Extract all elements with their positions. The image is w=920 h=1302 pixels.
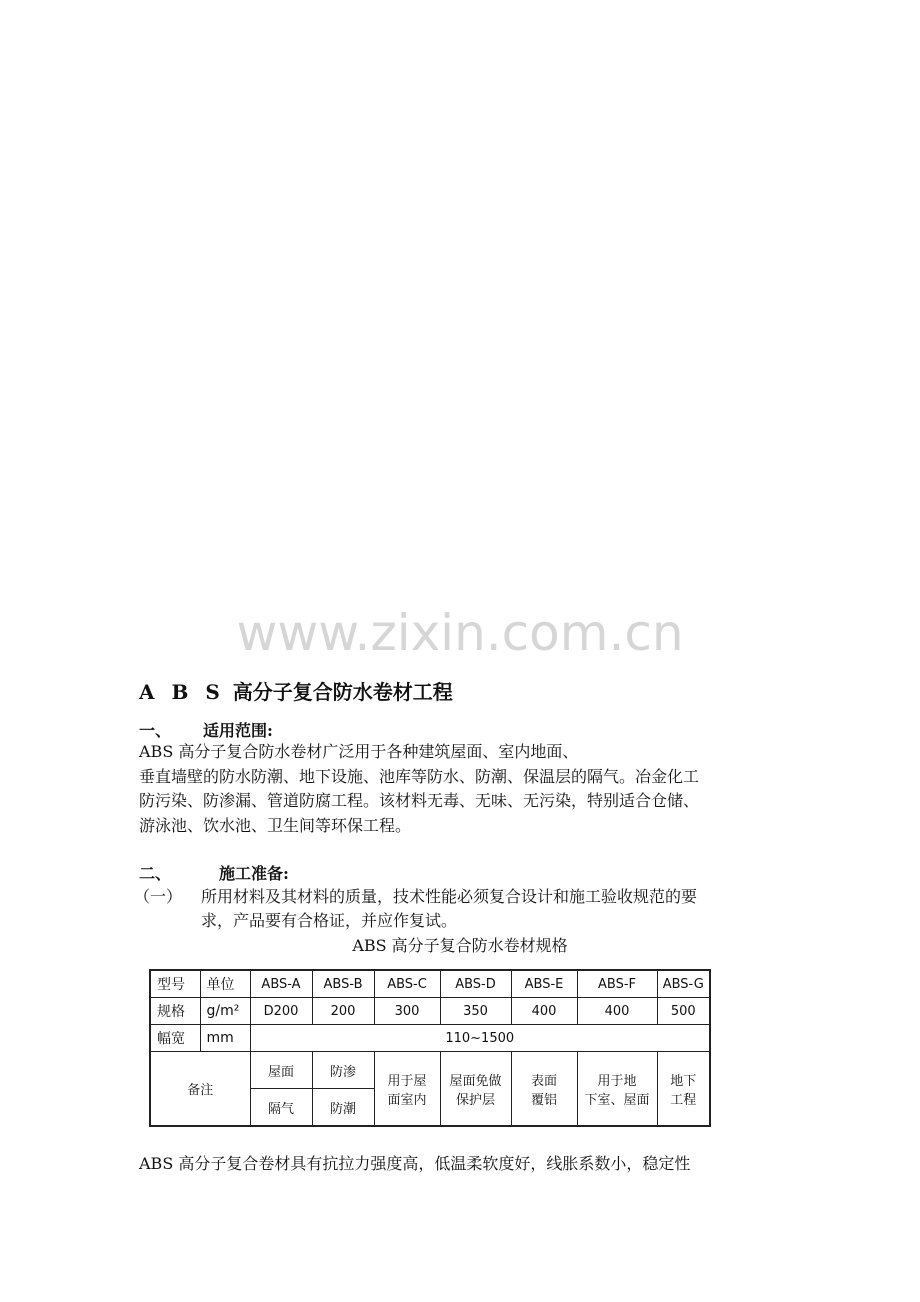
section-2-title: 施工准备: — [219, 864, 289, 883]
remark-line: 用于屋 — [387, 1073, 427, 1089]
title-latin: A B S — [139, 680, 225, 704]
list-item-marker: （一） — [134, 887, 183, 906]
model-cell: ABS-E — [511, 970, 577, 998]
remark-cell: 防潮 — [312, 1089, 374, 1127]
section-1-paragraph — [139, 740, 784, 838]
model-cell: ABS-B — [312, 970, 374, 998]
section-2-number: 二、 — [139, 864, 172, 883]
spec-cell: 400 — [577, 998, 657, 1025]
paragraph-line: 防污染、防渗漏、管道防腐工程。该材料无毒、无味、无污染，特别适合仓储、 — [139, 791, 700, 810]
row-label-spec: 规格 — [150, 998, 200, 1025]
section-1-number: 一、 — [139, 721, 172, 740]
paragraph-line: 垂直墙壁的防水防潮、地下设施、池库等防水、防潮、保温层的隔气。冶金化工 — [139, 766, 700, 786]
table-caption: ABS 高分子复合防水卷材规格 — [352, 936, 568, 955]
row-label-model: 型号 — [150, 970, 200, 998]
remark-cell: 屋面 — [250, 1052, 312, 1089]
model-cell: ABS-F — [577, 970, 657, 998]
remark-line: 下室、屋面 — [584, 1092, 650, 1108]
model-cell: ABS-G — [657, 970, 710, 998]
model-cell: ABS-A — [250, 970, 312, 998]
model-cell: ABS-D — [440, 970, 511, 998]
list-item-text — [201, 885, 783, 933]
table-row-spec — [150, 998, 710, 1025]
section-2-heading — [139, 861, 289, 884]
title-text: 高分子复合防水卷材工程 — [232, 680, 453, 704]
remark-cell — [511, 1052, 577, 1127]
spec-cell: 350 — [440, 998, 511, 1025]
table-row-model — [150, 970, 710, 998]
remark-cell: 隔气 — [250, 1089, 312, 1127]
remark-line: 地下 — [670, 1073, 697, 1089]
width-unit: mm — [200, 1025, 250, 1052]
list-item-line: 求，产品要有合格证，并应作复试。 — [201, 911, 458, 930]
section-1-heading — [139, 718, 273, 741]
spec-cell: 200 — [312, 998, 374, 1025]
watermark: www.zixin.com.cn — [236, 604, 684, 662]
remark-line: 覆铝 — [530, 1092, 557, 1108]
closing-paragraph: ABS 高分子复合卷材具有抗拉力强度高，低温柔软度好，线胀系数小，稳定性 — [139, 1154, 691, 1173]
spec-cell: 500 — [657, 998, 710, 1025]
remark-line: 保护层 — [455, 1092, 495, 1108]
paragraph-line: 游泳池、饮水池、卫生间等环保工程。 — [139, 815, 412, 835]
spec-table — [149, 969, 711, 1127]
width-value: 110~1500 — [250, 1025, 710, 1052]
remark-cell — [440, 1052, 511, 1127]
document-title — [139, 676, 453, 705]
unit-header: 单位 — [200, 970, 250, 998]
remark-line: 屋面免做 — [449, 1073, 502, 1089]
remark-line: 表面 — [530, 1073, 557, 1089]
remark-cell: 防渗 — [312, 1052, 374, 1089]
remark-line: 工程 — [670, 1092, 697, 1108]
remark-cell — [374, 1052, 440, 1127]
paragraph-line: ABS 高分子复合防水卷材广泛用于各种建筑屋面、室内地面、 — [139, 742, 579, 761]
spec-cell: 400 — [511, 998, 577, 1025]
remark-cell — [657, 1052, 710, 1127]
spec-unit: g/m² — [200, 998, 250, 1025]
spec-cell: 300 — [374, 998, 440, 1025]
remark-line: 面室内 — [387, 1092, 427, 1108]
table-row-width — [150, 1025, 710, 1052]
table-row-remarks — [150, 1052, 710, 1089]
list-item-line: 所用材料及其材料的质量，技术性能必须复合设计和施工验收规范的要 — [201, 887, 698, 906]
remark-cell — [577, 1052, 657, 1127]
row-label-width: 幅宽 — [150, 1025, 200, 1052]
model-cell: ABS-C — [374, 970, 440, 998]
remark-line: 用于地 — [597, 1073, 637, 1089]
section-1-title: 适用范围: — [203, 721, 273, 740]
row-label-remarks: 备注 — [150, 1052, 250, 1127]
spec-cell: D200 — [250, 998, 312, 1025]
